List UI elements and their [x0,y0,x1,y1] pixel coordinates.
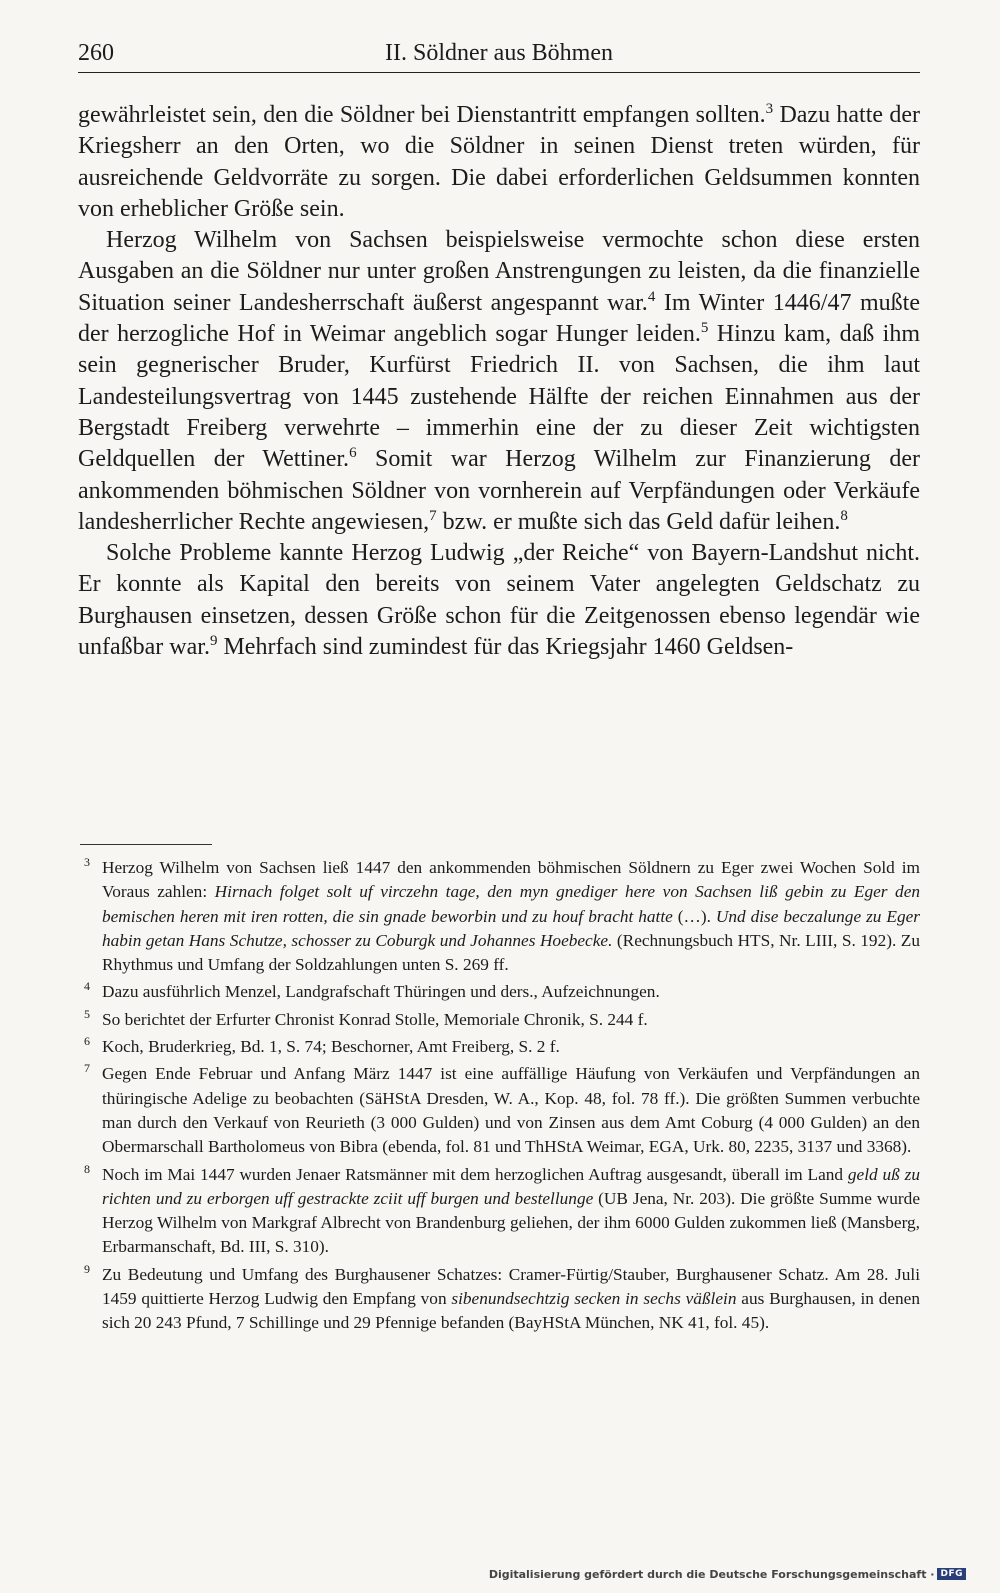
footnote-number: 9 [84,1261,90,1276]
footnote-separator [80,844,212,845]
footnote-7: 7 Gegen Ende Februar und Anfang März 1447 ist eine auffällige Häufung von Verkäufen und Verpfändungen an thüringische Adelige zu beobachten (SäHStA Dresden, W. A., Kop. 48, fol. 78 ff.). Die größten Summen verbuchte man durch den Verkauf von Reurieth (3 000 Gulden) und von Zinsen aus dem Amt Coburg (4 000 Gulden) an den Obermarschall Bartholomeus von Bibra (ebenda, fol. 81 und ThHStA Weimar, EGA, Urk. 80, 2235, 3137 und 3368). [80,1062,920,1159]
footnote-number: 5 [84,1006,90,1021]
footnote-9: 9 Zu Bedeutung und Umfang des Burghausener Schatzes: Cramer-Fürtig/Stauber, Burghausener Schatz. Am 28. Juli 1459 quittierte Herzog Ludwig den Empfang von sibenundsechtzig secken in sechs väßlein aus Burghausen, in denen sich 20 243 Pfund, 7 Schillinge und 29 Pfennige befanden (BayHStA München, NK 41, fol. 45). [80,1263,920,1336]
footnote-number: 4 [84,979,90,994]
footnote-ref-8[interactable]: 8 [840,507,848,524]
footnote-ref-3[interactable]: 3 [765,101,774,117]
footnote-ref-7[interactable]: 7 [429,507,437,524]
dfg-logo-icon: DFG [937,1568,966,1580]
page-number: 260 [78,40,114,66]
footnote-8: 8 Noch im Mai 1447 wurden Jenaer Ratsmänner mit dem herzoglichen Auftrag ausgesandt, überall im Land geld uß zu richten und zu erborgen uff gestrackte zciit uff burgen und bestellunge (UB Jena, Nr. 203). Die größte Summe wurde Herzog Wilhelm von Markgraf Albrecht von Brandenburg geliehen, der ihm 6000 Gulden zukommen ließ (Mansberg, Erbarmanschaft, Bd. III, S. 310). [80,1163,920,1260]
running-head: II. Söldner aus Böhmen [385,40,613,66]
paragraph-3: Solche Probleme kannte Herzog Ludwig „der Reiche“ von Bayern-Landshut nicht. Er konnte als Kapital den bereits von seinem Vater angelegten Geldschatz zu Burghausen einsetzen, dessen Größe schon für die Zeitgenossen ebenso legendär wie unfaßbar war.$^9$ Mehrfach sind zumindest für das Kriegsjahr 1460 Geldsen- [78,540,920,661]
footnote-ref-5[interactable]: 5 [700,320,709,337]
footnotes [80,856,920,1339]
footnote-number: 3 [84,855,90,869]
footnote-3: 3 Herzog Wilhelm von Sachsen ließ 1447 den ankommenden böhmischen Söldnern zu Eger zwei Wochen Sold im Voraus zahlen: Hirnach folget solt uf virczehn tage, den myn gnediger here von Sachsen liß gebin zu Eger den bemischen heren mit iren rotten, die sin gnade beworbin und zu houf bracht hatte (…). Und dise beczalunge zu Eger habin getan Hans Schutze, schosser zu Coburgk und Johannes Hoebecke. (Rechnungsbuch HTS, Nr. LIII, S. 192). Zu Rhythmus und Umfang der Soldzahlungen unten S. 269 ff. [80,856,920,977]
footnote-number: 6 [84,1034,90,1049]
footnote-5: 5 So berichtet der Erfurter Chronist Konrad Stolle, Memoriale Chronik, S. 244 f. [80,1008,920,1032]
footnote-number: 7 [84,1061,90,1076]
paragraph-1: gewährleistet sein, den die Söldner bei Dienstantritt empfangen sollten.$^3$ Dazu hatte der Kriegsherr an den Orten, wo die Söldner in seinen Dienst treten würden, für ausreichende Geldvorräte zu sorgen. Die dabei erforderlichen Geldsummen konnten von erheblicher Größe sein. [78,101,920,222]
digitization-credit [489,1565,966,1583]
footnote-number: 8 [84,1161,90,1176]
body-text [78,100,920,663]
credit-text: Digitalisierung gefördert durch die Deutsche Forschungsgemeinschaft · [488,1567,935,1581]
footnote-ref-9[interactable]: 9 [209,633,218,650]
footnote-ref-4[interactable]: 4 [647,288,656,305]
paragraph-2: Herzog Wilhelm von Sachsen beispielsweise vermochte schon diese ersten Ausgaben an die Söldner nur unter großen Anstrengungen zu leisten, da die finanzielle Situation seiner Landesherrschaft äußerst angespannt war.$^4$ Im Winter 1446/47 mußte der herzogliche Hof in Weimar angeblich sogar Hunger leiden.$^5$ Hinzu kam, daß ihm sein gegnerischer Bruder, Kurfürst Friedrich II. von Sachsen, die ihm laut Landesteilungsvertrag von 1445 zustehende Hälfte der reichen Einnahmen aus der Bergstadt Freiberg verwehrte – immerhin eine der zu dieser Zeit wichtigsten Geldquellen der Wettiner.$^6$ Somit war Herzog Wilhelm zur Finanzierung der ankommenden böhmischen Söldner von vornherein auf Verpfändungen oder Verkäufe landesherrlicher Rechte angewiesen,$^7$ bzw. er mußte sich das Geld dafür leihen.$^8$ [78,227,920,535]
page-header [78,40,920,73]
footnote-6: 6 Koch, Bruderkrieg, Bd. 1, S. 74; Beschorner, Amt Freiberg, S. 2 f. [80,1035,920,1059]
footnote-ref-6[interactable]: 6 [349,445,357,462]
footnote-4: 4 Dazu ausführlich Menzel, Landgrafschaft Thüringen und ders., Aufzeichnungen. [80,980,920,1004]
